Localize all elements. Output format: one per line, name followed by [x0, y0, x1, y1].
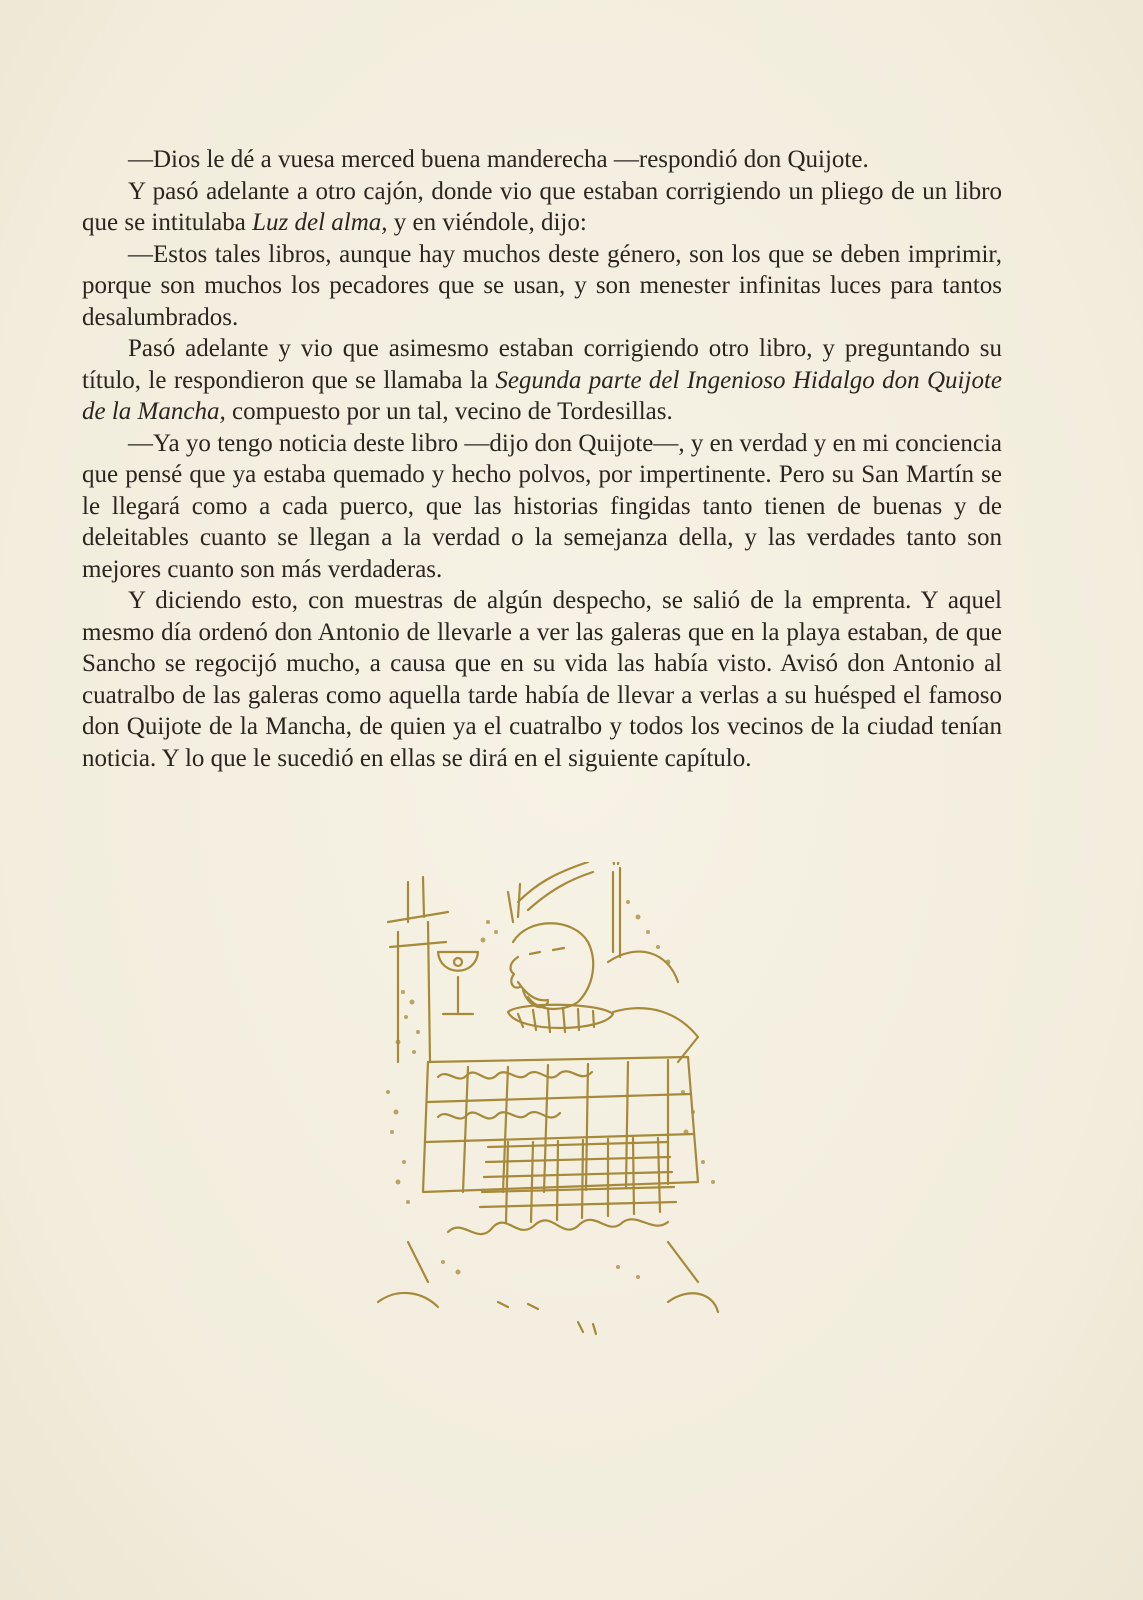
- paragraph-6: [82, 585, 1002, 774]
- don-quijote-printing-press-sketch-icon: [368, 862, 748, 1342]
- book-title-luz-del-alma: Luz del alma,: [252, 209, 388, 236]
- paragraph-2-text-b: y en viéndole, dijo:: [387, 209, 587, 236]
- paragraph-4-text-b: compuesto por un tal, vecino de Tordesillas.: [225, 398, 673, 425]
- paragraph-2: [82, 176, 1002, 239]
- body-text: [82, 144, 1002, 774]
- paragraph-3-text: —Estos tales libros, aunque hay muchos deste género, son los que se deben imprimir, porque son muchos los pecadores que se usan, y son menester infinitas luces para tantos desalumbrados.: [82, 240, 1002, 331]
- paragraph-4: [82, 333, 1002, 428]
- book-title-segunda-parte: Segunda parte del Ingenioso Hidalgo don Quijote de la Mancha,: [82, 366, 1002, 425]
- paragraph-2-text-a: Y pasó adelante a otro cajón, donde vio que estaban corrigiendo un pliego de un libro que se intitulaba: [82, 177, 1002, 236]
- sketch-strokes: [378, 862, 718, 1334]
- paragraph-3: [82, 239, 1002, 334]
- paragraph-4-text-a: Pasó adelante y vio que asimesmo estaban corrigiendo otro libro, y preguntando su título, le respondieron que se llamaba la: [82, 335, 1002, 394]
- paragraph-5: [82, 428, 1002, 586]
- paragraph-5-text: —Ya yo tengo noticia deste libro —dijo don Quijote—, y en verdad y en mi conciencia que pensé que ya estaba quemado y hecho polvos, por impertinente. Pero su San Martín se le llegará como a cada puerco, que las historias fingidas tanto tienen de buenas y de deleitables cuanto se llegan a la verdad o la semejanza della, y las verdades tanto son mejores cuanto son más verdaderas.: [82, 429, 1002, 583]
- paragraph-1: [82, 144, 1002, 176]
- paragraph-1-text: —Dios le dé a vuesa merced buena manderecha —respondió don Quijote.: [128, 146, 869, 173]
- paragraph-6-text: Y diciendo esto, con muestras de algún despecho, se salió de la emprenta. Y aquel mesmo día ordenó don Antonio de llevarle a ver las galeras que en la playa estaban, de que Sancho se regocijó mucho, a causa que en su vida las había visto. Avisó don Antonio al cuatralbo de las galeras como aquella tarde había de llevar a verlas a su huésped el famoso don Quijote de la Mancha, de quien ya el cuatralbo y todos los vecinos de la ciudad tenían noticia. Y lo que le sucedió en ellas se dirá en el siguiente capítulo.: [82, 587, 1002, 772]
